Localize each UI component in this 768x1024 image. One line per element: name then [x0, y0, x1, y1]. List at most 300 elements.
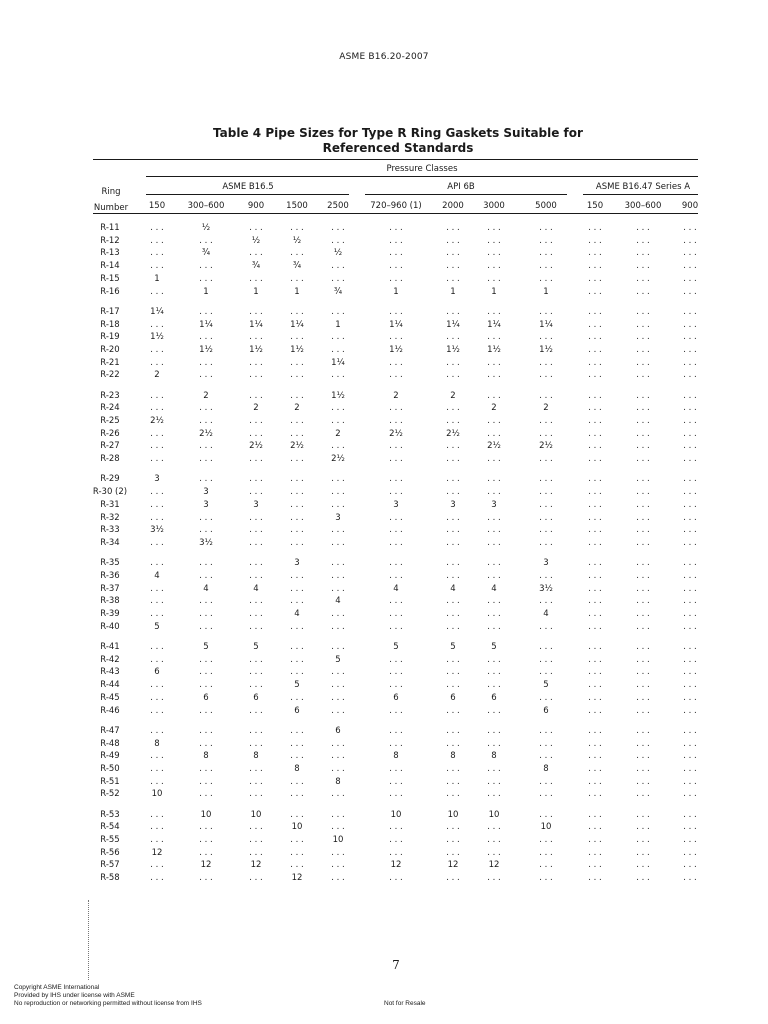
table-cell: 1¼ — [150, 306, 164, 317]
table-cell: . . . — [487, 667, 501, 678]
ring-number-cell: R-57 — [100, 860, 120, 871]
table-cell: . . . — [683, 738, 697, 749]
table-cell: . . . — [446, 680, 460, 691]
col-header-300-600: 300–600 — [187, 201, 225, 211]
table-cell: 2½ — [389, 428, 403, 439]
table-cell: . . . — [446, 725, 460, 736]
table-cell: . . . — [199, 370, 213, 381]
header-bottom-rule — [93, 213, 698, 214]
table-cell: . . . — [588, 454, 602, 465]
table-cell: . . . — [588, 680, 602, 691]
table-cell: . . . — [588, 609, 602, 619]
table-cell: . . . — [588, 344, 602, 355]
table-cell: 10 — [390, 809, 402, 820]
table-cell: . . . — [539, 499, 553, 510]
col-header-900: 900 — [247, 201, 265, 211]
table-cell: . . . — [249, 332, 263, 343]
table-cell: . . . — [588, 403, 602, 414]
table-cell: . . . — [446, 537, 460, 548]
table-cell: . . . — [331, 860, 345, 871]
table-cell: . . . — [290, 537, 304, 548]
table-cell: . . . — [199, 235, 213, 246]
table-cell: . . . — [683, 809, 697, 820]
table-cell: . . . — [290, 273, 304, 284]
table-cell: . . . — [389, 487, 403, 498]
table-cell: . . . — [331, 416, 345, 426]
table-cell: . . . — [539, 809, 553, 820]
table-cell: . . . — [487, 235, 501, 246]
table-cell: . . . — [539, 306, 553, 317]
table-cell: . . . — [487, 248, 501, 259]
table-cell: . . . — [487, 390, 501, 401]
table-cell: . . . — [588, 416, 602, 426]
table-cell: 12 — [200, 860, 212, 871]
table-cell: . . . — [636, 286, 650, 297]
pressure-classes-rule — [146, 176, 698, 177]
table-cell: . . . — [446, 596, 460, 607]
table-cell: . . . — [683, 789, 697, 800]
pressure-classes-label: Pressure Classes — [386, 164, 458, 174]
table-cell: . . . — [446, 705, 460, 716]
table-cell: . . . — [331, 822, 345, 833]
table-cell: . . . — [199, 454, 213, 465]
table-cell: . . . — [683, 847, 697, 858]
table-cell: . . . — [389, 776, 403, 787]
table-cell: 1 — [491, 286, 497, 297]
footer-copyright — [14, 984, 202, 1008]
table-cell: . . . — [683, 692, 697, 703]
table-title-line2: Referenced Standards — [322, 141, 474, 155]
table-cell: . . . — [199, 822, 213, 833]
table-cell: . . . — [249, 667, 263, 678]
table-cell: 1½ — [539, 344, 553, 355]
table-cell: 1 — [253, 286, 259, 297]
table-cell: . . . — [331, 487, 345, 498]
table-cell: . . . — [487, 776, 501, 787]
table-cell: . . . — [290, 847, 304, 858]
footer-line3: No reproduction or networking permitted without license from IHS — [14, 1000, 202, 1007]
table-cell: . . . — [389, 273, 403, 284]
table-cell: 5 — [491, 642, 497, 652]
table-cell: . . . — [683, 261, 697, 272]
table-cell: . . . — [636, 583, 650, 594]
table-cell: . . . — [683, 390, 697, 401]
table-cell: . . . — [249, 847, 263, 858]
table-cell: . . . — [150, 873, 164, 884]
page-number: 7 — [392, 958, 400, 972]
table-cell: . . . — [249, 370, 263, 381]
table-cell: . . . — [446, 738, 460, 749]
table-cell: 2½ — [539, 441, 553, 452]
table-cell: ½ — [251, 235, 261, 246]
ring-number-cell: R-14 — [100, 261, 120, 272]
table-cell: 6 — [294, 705, 300, 716]
table-cell: . . . — [446, 609, 460, 619]
table-cell: . . . — [389, 332, 403, 343]
table-cell: . . . — [539, 273, 553, 284]
table-cell: . . . — [389, 223, 403, 233]
table-cell: . . . — [150, 319, 164, 330]
table-cell: . . . — [446, 403, 460, 414]
table-cell: . . . — [683, 332, 697, 343]
table-cell: . . . — [389, 654, 403, 665]
table-cell: . . . — [588, 332, 602, 343]
table-cell: . . . — [199, 667, 213, 678]
table-cell: . . . — [683, 223, 697, 233]
table-cell: . . . — [636, 596, 650, 607]
table-cell: . . . — [290, 248, 304, 259]
table-cell: . . . — [487, 416, 501, 426]
table-cell: . . . — [487, 306, 501, 317]
table-cell: . . . — [389, 847, 403, 858]
table-cell: 1¼ — [249, 319, 263, 330]
table-cell: . . . — [446, 370, 460, 381]
table-cell: . . . — [683, 370, 697, 381]
table-cell: . . . — [636, 332, 650, 343]
table-cell: 8 — [203, 751, 209, 762]
table-cell: . . . — [150, 261, 164, 272]
table-cell: . . . — [446, 570, 460, 581]
table-cell: . . . — [487, 621, 501, 632]
table-cell: 5 — [294, 680, 300, 691]
table-cell: 1½ — [331, 390, 345, 401]
table-cell: 12 — [291, 873, 303, 884]
table-cell: 1½ — [150, 332, 164, 343]
table-cell: . . . — [446, 525, 460, 536]
ring-number-cell: R-51 — [100, 776, 120, 787]
margin-dotted-mark — [88, 900, 93, 980]
table-cell: 2 — [294, 403, 300, 414]
table-cell: . . . — [588, 261, 602, 272]
table-cell: . . . — [683, 596, 697, 607]
table-cell: . . . — [290, 454, 304, 465]
footer-line2: Provided by IHS under license with ASME — [14, 992, 135, 999]
table-cell: 2 — [450, 390, 456, 401]
ring-number-cell: R-23 — [100, 390, 120, 401]
table-cell: 1 — [154, 273, 160, 284]
table-cell: 10 — [540, 822, 552, 833]
table-cell: . . . — [683, 667, 697, 678]
table-cell: . . . — [487, 705, 501, 716]
table-cell: . . . — [636, 667, 650, 678]
table-cell: 4 — [294, 609, 300, 619]
table-cell: . . . — [588, 235, 602, 246]
table-title-line1: Table 4 Pipe Sizes for Type R Ring Gaskets Suitable for — [213, 126, 583, 140]
ring-header-line1: Ring — [101, 187, 121, 197]
table-cell: 10 — [447, 809, 459, 820]
table-cell: 6 — [154, 667, 160, 678]
table-cell: . . . — [249, 248, 263, 259]
table-cell: . . . — [249, 525, 263, 536]
col-header-5000: 5000 — [535, 201, 557, 211]
table-cell: . . . — [487, 654, 501, 665]
table-cell: . . . — [150, 822, 164, 833]
table-cell: . . . — [588, 512, 602, 523]
table-cell: . . . — [249, 873, 263, 884]
table-cell: . . . — [331, 738, 345, 749]
table-cell: . . . — [588, 441, 602, 452]
ring-number-cell: R-13 — [100, 248, 120, 259]
table-cell: . . . — [636, 705, 650, 716]
table-cell: . . . — [487, 763, 501, 774]
table-cell: . . . — [539, 692, 553, 703]
table-cell: . . . — [487, 332, 501, 343]
table-cell: . . . — [150, 344, 164, 355]
table-cell: . . . — [249, 621, 263, 632]
table-cell: . . . — [539, 751, 553, 762]
table-cell: . . . — [539, 487, 553, 498]
table-cell: 1 — [450, 286, 456, 297]
table-cell: . . . — [588, 499, 602, 510]
table-cell: . . . — [290, 860, 304, 871]
table-cell: . . . — [588, 751, 602, 762]
table-cell: . . . — [290, 738, 304, 749]
table-cell: . . . — [249, 835, 263, 845]
ring-number-cell: R-12 — [100, 235, 120, 246]
table-cell: . . . — [446, 822, 460, 833]
ring-number-cell: R-45 — [100, 692, 120, 703]
table-cell: . . . — [389, 454, 403, 465]
table-cell: ¾ — [251, 261, 261, 272]
table-cell: . . . — [389, 261, 403, 272]
table-cell: . . . — [446, 873, 460, 884]
table-cell: . . . — [199, 680, 213, 691]
table-cell: . . . — [636, 776, 650, 787]
table-cell: . . . — [290, 667, 304, 678]
ring-number-cell: R-53 — [100, 809, 120, 820]
table-cell: . . . — [487, 609, 501, 619]
table-cell: 6 — [393, 692, 399, 703]
table-cell: 6 — [203, 692, 209, 703]
table-cell: . . . — [487, 570, 501, 581]
table-cell: 10 — [488, 809, 500, 820]
table-cell: 1½ — [199, 344, 213, 355]
table-cell: 12 — [390, 860, 402, 871]
table-cell: . . . — [331, 873, 345, 884]
table-cell: . . . — [290, 692, 304, 703]
table-cell: 5 — [450, 642, 456, 652]
table-cell: . . . — [588, 525, 602, 536]
table-cell: . . . — [150, 428, 164, 439]
table-cell: 10 — [250, 809, 262, 820]
table-cell: 8 — [335, 776, 341, 787]
table-cell: 1 — [393, 286, 399, 297]
table-cell: . . . — [199, 441, 213, 452]
table-cell: . . . — [636, 822, 650, 833]
table-cell: 1¼ — [199, 319, 213, 330]
table-cell: . . . — [636, 454, 650, 465]
table-cell: . . . — [389, 667, 403, 678]
table-cell: 5 — [393, 642, 399, 652]
table-cell: ½ — [201, 223, 211, 233]
table-cell: . . . — [636, 537, 650, 548]
table-cell: 12 — [151, 847, 163, 858]
table-cell: . . . — [683, 286, 697, 297]
table-cell: . . . — [487, 487, 501, 498]
table-cell: . . . — [446, 332, 460, 343]
table-cell: . . . — [539, 357, 553, 368]
table-cell: . . . — [389, 357, 403, 368]
col-header-720-960: 720–960 (1) — [370, 201, 422, 211]
table-cell: . . . — [683, 344, 697, 355]
table-cell: 1 — [335, 319, 341, 330]
col-header-2500: 2500 — [327, 201, 349, 211]
table-cell: . . . — [539, 776, 553, 787]
table-cell: . . . — [150, 248, 164, 259]
table-cell: . . . — [487, 680, 501, 691]
table-cell: . . . — [389, 416, 403, 426]
table-cell: 2 — [154, 370, 160, 381]
table-cell: . . . — [636, 847, 650, 858]
table-cell: . . . — [249, 558, 263, 569]
ring-number-cell: R-47 — [100, 725, 120, 736]
table-cell: . . . — [446, 261, 460, 272]
table-cell: 3 — [491, 499, 497, 510]
table-cell: . . . — [199, 789, 213, 800]
table-cell: 5 — [203, 642, 209, 652]
table-cell: . . . — [290, 789, 304, 800]
ring-number-cell: R-40 — [100, 621, 120, 632]
table-cell: . . . — [249, 705, 263, 716]
table-cell: . . . — [331, 499, 345, 510]
table-cell: . . . — [588, 763, 602, 774]
table-cell: . . . — [588, 642, 602, 652]
ring-number-cell: R-31 — [100, 499, 120, 510]
table-cell: 12 — [250, 860, 262, 871]
table-cell: . . . — [290, 332, 304, 343]
table-cell: 8 — [294, 763, 300, 774]
table-cell: . . . — [249, 537, 263, 548]
table-cell: . . . — [636, 763, 650, 774]
table-cell: . . . — [389, 235, 403, 246]
table-cell: . . . — [446, 235, 460, 246]
table-top-rule — [93, 159, 698, 160]
table-cell: . . . — [683, 537, 697, 548]
table-cell: . . . — [249, 596, 263, 607]
ring-number-cell: R-20 — [100, 344, 120, 355]
table-cell: . . . — [446, 776, 460, 787]
table-cell: . . . — [150, 441, 164, 452]
table-cell: . . . — [588, 537, 602, 548]
table-cell: . . . — [446, 835, 460, 845]
table-cell: . . . — [539, 835, 553, 845]
table-cell: . . . — [588, 570, 602, 581]
table-cell: . . . — [290, 390, 304, 401]
table-cell: . . . — [683, 835, 697, 845]
ring-number-cell: R-39 — [100, 609, 120, 619]
group-header-api-6b: API 6B — [447, 182, 475, 192]
table-cell: 1½ — [487, 344, 501, 355]
table-cell: . . . — [446, 789, 460, 800]
table-cell: . . . — [683, 454, 697, 465]
table-cell: . . . — [636, 512, 650, 523]
ring-number-cell: R-26 — [100, 428, 120, 439]
asme-group-rule — [146, 194, 349, 195]
table-cell: . . . — [150, 286, 164, 297]
table-cell: . . . — [290, 621, 304, 632]
ring-number-cell: R-11 — [100, 223, 120, 233]
table-cell: . . . — [636, 558, 650, 569]
table-cell: . . . — [389, 306, 403, 317]
table-cell: . . . — [588, 286, 602, 297]
ring-number-cell: R-25 — [100, 416, 120, 426]
table-cell: . . . — [150, 487, 164, 498]
table-cell: . . . — [636, 738, 650, 749]
table-cell: . . . — [446, 621, 460, 632]
table-cell: . . . — [389, 570, 403, 581]
table-cell: 6 — [491, 692, 497, 703]
table-cell: . . . — [446, 487, 460, 498]
table-cell: . . . — [331, 525, 345, 536]
table-cell: . . . — [683, 273, 697, 284]
table-cell: . . . — [150, 499, 164, 510]
table-cell: . . . — [588, 596, 602, 607]
table-cell: . . . — [249, 680, 263, 691]
table-cell: 3½ — [199, 537, 213, 548]
table-cell: . . . — [588, 487, 602, 498]
col-header-b1647-900: 900 — [681, 201, 699, 211]
table-cell: . . . — [636, 751, 650, 762]
table-cell: . . . — [487, 454, 501, 465]
table-cell: . . . — [331, 441, 345, 452]
ring-number-cell: R-49 — [100, 751, 120, 762]
table-cell: . . . — [199, 570, 213, 581]
table-cell: . . . — [446, 558, 460, 569]
table-cell: . . . — [636, 416, 650, 426]
col-header-b1647-150: 150 — [586, 201, 604, 211]
table-title — [0, 126, 768, 156]
table-cell: . . . — [199, 621, 213, 632]
table-cell: . . . — [249, 273, 263, 284]
table-cell: . . . — [683, 357, 697, 368]
table-cell: . . . — [446, 667, 460, 678]
table-cell: . . . — [150, 654, 164, 665]
ring-number-cell: R-29 — [100, 474, 120, 485]
table-cell: . . . — [636, 654, 650, 665]
table-cell: 1¼ — [487, 319, 501, 330]
table-cell: . . . — [389, 705, 403, 716]
table-cell: . . . — [199, 776, 213, 787]
api-group-rule — [365, 194, 567, 195]
ring-number-cell: R-37 — [100, 583, 120, 594]
table-cell: . . . — [683, 822, 697, 833]
table-cell: . . . — [588, 428, 602, 439]
table-cell: . . . — [389, 248, 403, 259]
table-cell: . . . — [331, 273, 345, 284]
table-cell: . . . — [683, 235, 697, 246]
table-cell: . . . — [588, 738, 602, 749]
table-cell: . . . — [290, 835, 304, 845]
table-cell: . . . — [331, 692, 345, 703]
table-cell: . . . — [588, 319, 602, 330]
table-cell: . . . — [683, 680, 697, 691]
ring-number-cell: R-58 — [100, 873, 120, 884]
table-cell: . . . — [389, 725, 403, 736]
table-cell: . . . — [539, 370, 553, 381]
table-cell: . . . — [636, 403, 650, 414]
table-cell: ½ — [333, 248, 343, 259]
table-cell: ¾ — [201, 248, 211, 259]
ring-number-cell: R-38 — [100, 596, 120, 607]
table-cell: . . . — [199, 654, 213, 665]
table-cell: . . . — [389, 835, 403, 845]
table-cell: 12 — [488, 860, 500, 871]
table-cell: . . . — [683, 487, 697, 498]
table-cell: . . . — [150, 609, 164, 619]
table-cell: 1¼ — [539, 319, 553, 330]
table-cell: . . . — [389, 738, 403, 749]
table-cell: . . . — [636, 357, 650, 368]
